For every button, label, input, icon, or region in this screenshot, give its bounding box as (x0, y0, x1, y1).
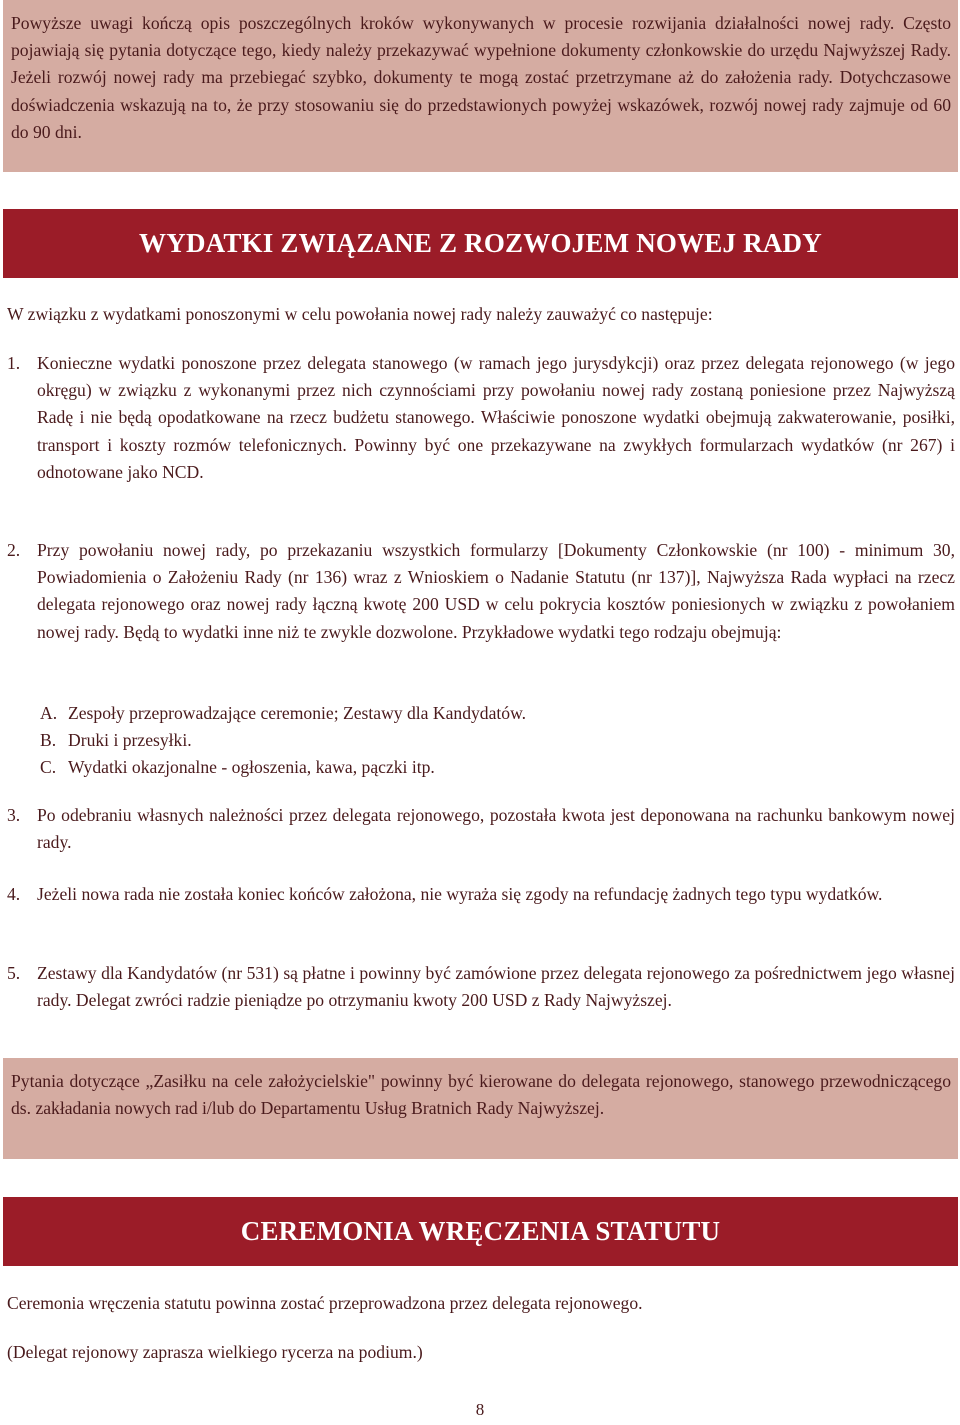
list-item-number: 2. (7, 540, 21, 560)
ceremony-instruction: (Delegat rejonowy zaprasza wielkiego rycerza na podium.) (7, 1342, 423, 1362)
sublist-item-letter: C. (40, 757, 57, 777)
list-item-number: 3. (7, 805, 21, 825)
list-item-number: 1. (7, 353, 21, 373)
sublist-item-text: Wydatki okazjonalne - ogłoszenia, kawa, pączki itp. (68, 757, 435, 777)
sublist-item-letter: B. (40, 730, 57, 750)
list-item (7, 350, 955, 486)
sublist-item (40, 754, 940, 781)
page-number: 8 (475, 1400, 485, 1419)
sublist-item (40, 727, 940, 754)
ceremony-paragraph: Ceremonia wręczenia statutu powinna zostać przeprowadzona przez delegata rejonowego. (7, 1293, 643, 1313)
sublist-item-text: Zespoły przeprowadzające ceremonie; Zestawy dla Kandydatów. (68, 703, 527, 723)
list-item-number: 5. (7, 963, 21, 983)
questions-note-text: Pytania dotyczące „Zasiłku na cele założycielskie" powinny być kierowane do delegata rejonowego, stanowego przewodniczącego ds. zakładania nowych rad i/lub do Departamentu Usług Bratnich Rady Najwyższej. (11, 1071, 951, 1119)
section-heading-expenses (3, 209, 958, 278)
list-item (7, 960, 955, 1014)
list-item-text: Zestawy dla Kandydatów (nr 531) są płatne i powinny być zamówione przez delegata rejonowego za pośrednictwem jego własnej rady. Delegat zwróci radzie pieniądze po otrzymaniu kwoty 200 USD z Rady Najwyższej. (37, 963, 955, 1011)
intro-note-text: Powyższe uwagi kończą opis poszczególnych kroków wykonywanych w procesie rozwijania działalności nowej rady. Często pojawiają się pytania dotyczące tego, kiedy należy przekazywać wypełnione dokumenty członkowskie do urzędu Najwyższej Rady. Jeżeli rozwój nowej rady ma przebiegać szybko, dokumenty te mogą zostać przetrzymane aż do założenia rady. Dotychczasowe doświadczenia wskazują na to, że przy stosowaniu się do przedstawionych powyżej wskazówek, rozwój nowej rady zajmuje od 60 do 90 dni. (11, 13, 951, 142)
list-item (7, 881, 955, 908)
intro-note-box (3, 0, 958, 172)
list-item-text: Po odebraniu własnych należności przez delegata rejonowego, pozostała kwota jest deponowana na rachunku bankowym nowej rady. (37, 805, 955, 853)
expenses-intro: W związku z wydatkami ponoszonymi w celu powołania nowej rady należy zauważyć co następuje: (7, 304, 713, 324)
list-item-number: 4. (7, 884, 21, 904)
list-item-text: Przy powołaniu nowej rady, po przekazaniu wszystkich formularzy [Dokumenty Członkowskie (nr 100) - minimum 30, Powiadomienia o Założeniu Rady (nr 136) wraz z Wnioskiem o Nadanie Statutu (nr 137)], Najwyższa Rada wypłaci na rzecz delegata rejonowego oraz nowej rady łączną kwotę 200 USD w celu pokrycia kosztów poniesionych w związku z powołaniem nowej rady. Będą to wydatki inne niż te zwykle dozwolone. Przykładowe wydatki tego rodzaju obejmują: (37, 540, 955, 642)
sublist-item-text: Druki i przesyłki. (68, 730, 192, 750)
list-item (7, 802, 955, 856)
section-heading-expenses-text: WYDATKI ZWIĄZANE Z ROZWOJEM NOWEJ RADY (139, 228, 822, 258)
section-heading-ceremony-text: CEREMONIA WRĘCZENIA STATUTU (240, 1216, 721, 1246)
list-item (7, 537, 955, 646)
sublist-item (40, 700, 940, 727)
sublist-item-letter: A. (40, 703, 58, 723)
questions-note-box (3, 1058, 958, 1159)
section-heading-ceremony (3, 1197, 958, 1266)
list-item-text: Konieczne wydatki ponoszone przez delegata stanowego (w ramach jego jurysdykcji) oraz przez delegata rejonowego (w jego okręgu) w związku z wykonanymi przez nich czynnościami przy powołaniu nowej rady zostaną poniesione przez Najwyższą Radę i nie będą opodatkowane na rzecz budżetu stanowego. Właściwie ponoszone wydatki obejmują zakwaterowanie, posiłki, transport i koszty rozmów telefonicznych. Powinny być one przekazywane na zwykłych formularzach wydatków (nr 267) i odnotowane jako NCD. (37, 353, 955, 482)
list-item-text: Jeżeli nowa rada nie została koniec końców założona, nie wyraża się zgody na refundację żadnych tego typu wydatków. (37, 884, 883, 904)
